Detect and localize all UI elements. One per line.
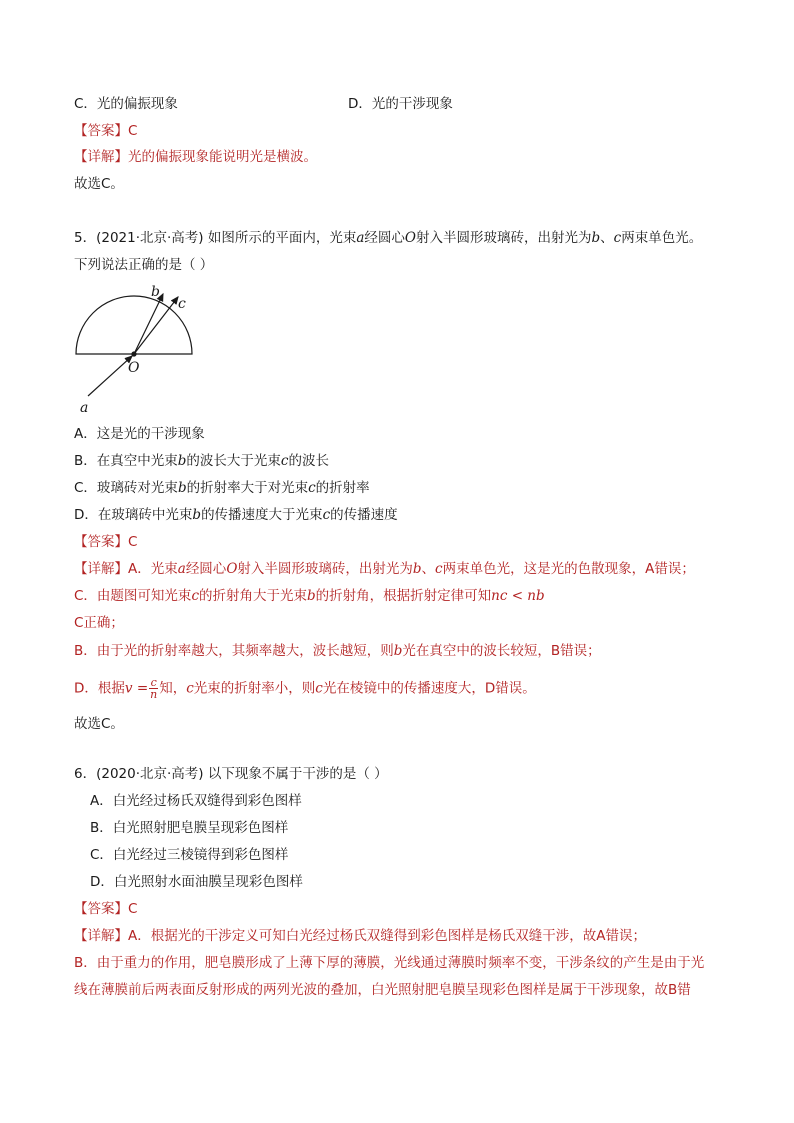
answer-tag: 【答案】	[74, 901, 128, 917]
option-text: 的传播速度	[330, 507, 398, 523]
var-b: b	[393, 643, 403, 659]
option-text: 的波长大于光束	[186, 453, 281, 469]
option-text: 的折射率	[315, 480, 370, 496]
var-c: c	[191, 588, 199, 604]
var-b: b	[307, 588, 316, 604]
var-c: c	[322, 507, 331, 523]
detail-text: 知，	[159, 680, 187, 697]
refraction-formula: nc < nb	[491, 588, 545, 604]
var-a: a	[356, 230, 365, 246]
center-point	[131, 351, 136, 356]
q6-detail-line2: B．由于重力的作用，肥皂膜形成了上薄下厚的薄膜，光线通过薄膜时频率不变，干涉条纹的产生是由于光	[74, 955, 705, 971]
detail-tag: 【详解】	[74, 928, 128, 944]
var-c: c	[613, 230, 622, 246]
q5-option-d	[74, 506, 398, 524]
semicircle-outline	[76, 296, 192, 354]
detail-text: 光束的折射率小，则	[193, 680, 316, 697]
var-b: b	[412, 561, 422, 577]
detail-text: 的折射角，根据折射定律可知	[315, 588, 492, 604]
var-c: c	[315, 680, 323, 697]
var-o: O	[226, 561, 238, 577]
q6-detail-line3: 线在薄膜前后两表面反射形成的两列光波的叠加，白光照射肥皂膜呈现彩色图样是属于干涉现象，故B错	[74, 982, 691, 998]
fraction-denominator: n	[150, 688, 158, 701]
q5-option-a: A．这是光的干涉现象	[74, 426, 205, 442]
detail-text: B．由于光的折射率越大，其频率越大，波长越短，则	[74, 643, 394, 659]
ray-b	[134, 294, 163, 354]
q5-stem-line2: 下列说法正确的是（ ）	[74, 257, 214, 273]
stem-text: 5．(2021·北京·高考) 如图所示的平面内，光束	[74, 230, 357, 246]
detail-text: A．根据光的干涉定义可知白光经过杨氏双缝得到彩色图样是杨氏双缝干涉，故A错误；	[128, 928, 646, 944]
var-b: b	[177, 453, 187, 469]
detail-text: 两束单色光，这是光的色散现象，A错误；	[442, 561, 695, 577]
var-o: O	[404, 230, 416, 246]
q5-detail-line1	[74, 560, 695, 578]
var-b: b	[192, 507, 202, 523]
label-c: c	[178, 296, 186, 312]
formula-v: v =	[124, 680, 149, 697]
label-a: a	[80, 400, 89, 415]
stem-text: 、	[600, 230, 614, 246]
detail-text: 光在棱镜中的传播速度大，D错误。	[322, 680, 536, 697]
q6-stem: 6．(2020·北京·高考) 以下现象不属于干涉的是（ ）	[74, 766, 388, 782]
var-c: c	[186, 680, 194, 697]
detail-text: 、	[421, 561, 436, 577]
q6-option-b: B．白光照射肥皂膜呈现彩色图样	[90, 820, 289, 836]
detail-text: C．由题图可知光束	[74, 588, 192, 604]
option-text: C．玻璃砖对光束	[74, 480, 178, 496]
ray-c	[134, 297, 178, 354]
fraction-numerator: c	[150, 676, 157, 689]
q4-option-d: D．光的干涉现象	[348, 96, 453, 112]
q6-option-d: D．白光照射水面油膜呈现彩色图样	[90, 874, 303, 890]
label-b: b	[151, 284, 160, 300]
detail-tag: 【详解】	[74, 149, 128, 165]
option-text: D．在玻璃砖中光束	[74, 507, 193, 523]
option-text: 的波长	[288, 453, 329, 469]
detail-tag: 【详解】	[74, 561, 128, 577]
q5-conclusion: 故选C。	[74, 716, 124, 732]
q6-detail-line1	[74, 927, 646, 945]
var-a: a	[177, 561, 186, 577]
detail-text: 经圆心	[185, 561, 227, 577]
answer-tag: 【答案】	[74, 123, 128, 139]
detail-text: 射入半圆形玻璃砖，出射光为	[237, 561, 413, 577]
var-b: b	[177, 480, 187, 496]
q5-answer	[74, 533, 137, 551]
detail-text: D．根据	[74, 680, 125, 697]
stem-text: 射入半圆形玻璃砖，出射光为	[416, 230, 592, 246]
q6-option-c: C．白光经过三棱镜得到彩色图样	[90, 847, 289, 863]
incident-ray-a	[88, 356, 132, 396]
q5-option-b	[74, 452, 329, 470]
fraction-c-over-n	[149, 677, 158, 700]
q4-detail	[74, 148, 317, 166]
detail-text: 光在真空中的波长较短，B错误；	[402, 643, 601, 659]
var-c: c	[435, 561, 443, 577]
answer-tag: 【答案】	[74, 534, 128, 550]
answer-value: C	[128, 534, 138, 550]
option-text: 的传播速度大于光束	[201, 507, 323, 523]
q5-detail-line2	[74, 587, 545, 605]
q6-answer	[74, 900, 137, 918]
option-text: B．在真空中光束	[74, 453, 178, 469]
detail-text: 的折射角大于光束	[199, 588, 307, 604]
var-c: c	[280, 453, 289, 469]
q4-answer	[74, 122, 137, 140]
q5-detail-line4	[74, 642, 601, 660]
q4-option-c: C．光的偏振现象	[74, 96, 178, 112]
q5-detail-line5	[74, 677, 536, 700]
answer-value: C	[128, 901, 138, 917]
q6-option-a: A．白光经过杨氏双缝得到彩色图样	[90, 793, 302, 809]
var-c: c	[308, 480, 316, 496]
option-text: 的折射率大于对光束	[186, 480, 309, 496]
stem-text: 两束单色光。	[621, 230, 703, 246]
label-o: O	[128, 360, 140, 376]
q5-option-c	[74, 479, 370, 497]
semicircle-glass-figure	[70, 280, 200, 415]
detail-text: 光的偏振现象能说明光是横波。	[128, 149, 317, 165]
q5-detail-line3: C正确；	[74, 615, 124, 631]
q5-stem-line1	[74, 229, 702, 247]
answer-value: C	[128, 123, 138, 139]
stem-text: 经圆心	[364, 230, 405, 246]
q4-conclusion: 故选C。	[74, 176, 124, 192]
var-b: b	[591, 230, 601, 246]
detail-text: A．光束	[128, 561, 178, 577]
